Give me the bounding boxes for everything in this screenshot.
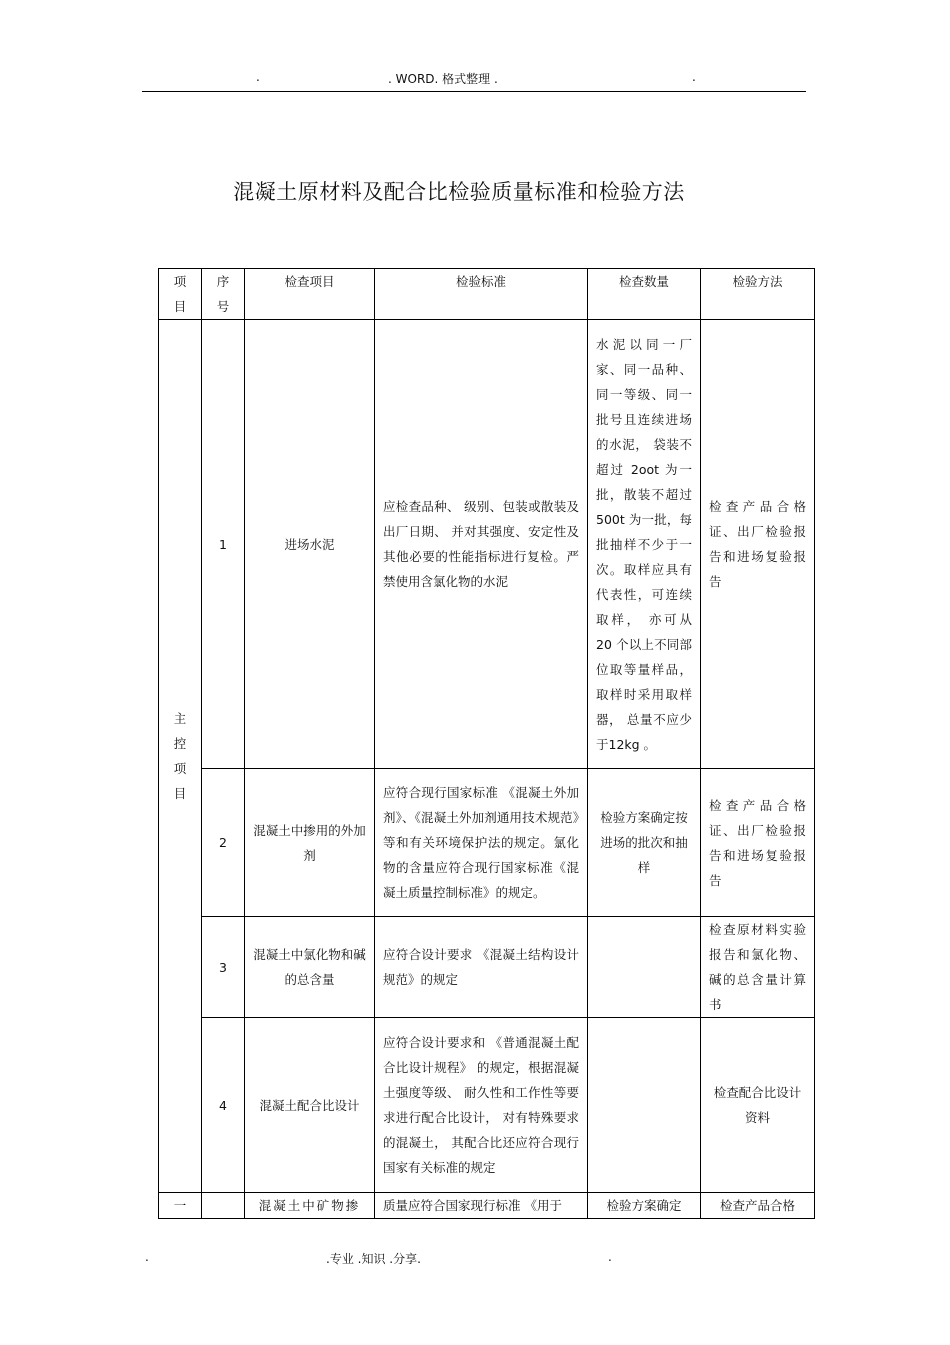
header-right-dot: . <box>692 70 696 84</box>
quantity-cell: 水泥以同一厂家、同一品种、同一等级、同一批号且连续进场的水泥， 袋装不超过 2oot 为一批，散装不超过 500t 为一批，每批抽样不少于一次。取样应具有代表性，可连续取样， 亦可从 20 个以上不同部位取等量样品，取样时采用取样器， 总量不应少于12kg 。 <box>588 320 701 769</box>
method-cell: 检查产品合格证、出厂检验报告和进场复验报告 <box>701 769 815 917</box>
seq-cell <box>202 1193 245 1219</box>
quantity-cell <box>588 1018 701 1193</box>
item-cell: 混凝土中掺用的外加剂 <box>245 769 375 917</box>
header-rule <box>142 91 806 92</box>
footer-center-text: .专业 .知识 .分享. <box>326 1252 421 1266</box>
table-row <box>159 917 815 1018</box>
standard-cell: 应符合设计要求 《混凝土结构设计规范》的规定 <box>375 917 588 1018</box>
quantity-cell <box>588 917 701 1018</box>
header-item: 检查项目 <box>245 269 375 320</box>
page-header <box>0 70 950 88</box>
header-center-text: . WORD. 格式整理 . <box>388 72 498 86</box>
header-category: 项目 <box>159 269 202 320</box>
table-header-row <box>159 269 815 320</box>
method-cell: 检查配合比设计资料 <box>701 1018 815 1193</box>
header-method: 检验方法 <box>701 269 815 320</box>
footer-left-dot: . <box>145 1250 149 1264</box>
category-general-cell: 一 <box>159 1193 202 1219</box>
standard-cell: 应检查品种、 级别、包装或散装及出厂日期、 并对其强度、安定性及其他必要的性能指标进行复检。严禁使用含氯化物的水泥 <box>375 320 588 769</box>
seq-cell: 4 <box>202 1018 245 1193</box>
item-cell: 进场水泥 <box>245 320 375 769</box>
table-row <box>159 1018 815 1193</box>
item-cell: 混凝土中氯化物和碱的总含量 <box>245 917 375 1018</box>
category-main-cell: 主控项目 <box>159 320 202 1193</box>
standard-cell: 应符合设计要求和 《普通混凝土配合比设计规程》 的规定，根据混凝土强度等级、 耐久性和工作性等要求进行配合比设计， 对有特殊要求的混凝土， 其配合比还应符合现行国家有关标准的规定 <box>375 1018 588 1193</box>
seq-cell: 2 <box>202 769 245 917</box>
table-row <box>159 1193 815 1219</box>
standard-cell: 应符合现行国家标准 《混凝土外加剂》、《混凝土外加剂通用技术规范》等和有关环境保护法的规定。氯化物的含量应符合现行国家标准《混凝土质量控制标准》的规定。 <box>375 769 588 917</box>
document-title: 混凝土原材料及配合比检验质量标准和检验方法 <box>233 180 685 204</box>
standard-cell: 质量应符合国家现行标准 《用于 <box>375 1193 588 1219</box>
quantity-cell: 检验方案确定 <box>588 1193 701 1219</box>
header-left-dot: . <box>256 70 260 84</box>
inspection-table <box>158 268 815 1219</box>
table-row <box>159 320 815 769</box>
header-seq: 序号 <box>202 269 245 320</box>
item-cell: 混凝土配合比设计 <box>245 1018 375 1193</box>
table-row <box>159 769 815 917</box>
method-cell: 检查产品合格 <box>701 1193 815 1219</box>
header-standard: 检验标准 <box>375 269 588 320</box>
method-cell: 检查产品合格证、出厂检验报告和进场复验报告 <box>701 320 815 769</box>
header-quantity: 检查数量 <box>588 269 701 320</box>
seq-cell: 1 <box>202 320 245 769</box>
footer-right-dot: . <box>608 1250 612 1264</box>
item-cell: 混凝土中矿物掺 <box>245 1193 375 1219</box>
seq-cell: 3 <box>202 917 245 1018</box>
quantity-cell: 检验方案确定按进场的批次和抽样 <box>588 769 701 917</box>
method-cell: 检查原材料实验报告和氯化物、碱的总含量计算书 <box>701 917 815 1018</box>
